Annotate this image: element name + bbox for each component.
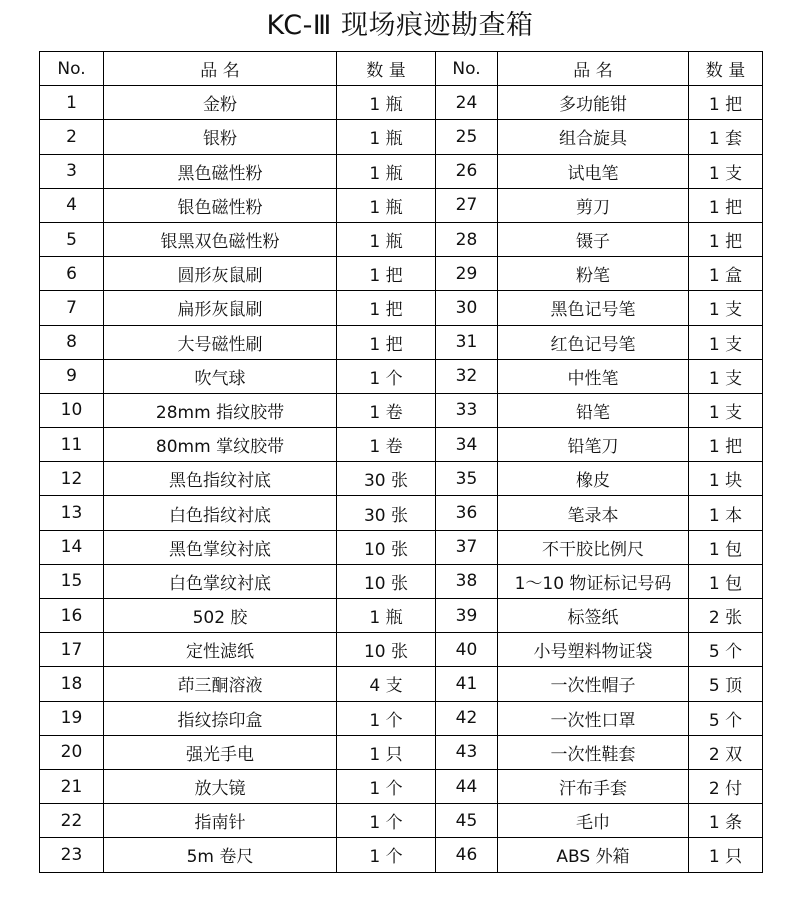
item-number-right: 46 bbox=[436, 838, 498, 872]
item-quantity-right: 2 双 bbox=[689, 735, 763, 769]
table-row bbox=[40, 86, 763, 120]
item-quantity-left: 1 个 bbox=[337, 701, 436, 735]
item-number-right: 28 bbox=[436, 222, 498, 256]
item-quantity-right: 5 个 bbox=[689, 701, 763, 735]
item-number-left: 5 bbox=[40, 222, 104, 256]
item-quantity-left: 1 瓶 bbox=[337, 86, 436, 120]
item-quantity-left: 1 卷 bbox=[337, 393, 436, 427]
item-quantity-right: 1 只 bbox=[689, 838, 763, 872]
item-quantity-left: 1 把 bbox=[337, 325, 436, 359]
item-number-left: 16 bbox=[40, 599, 104, 633]
item-name-right: 铅笔刀 bbox=[498, 428, 689, 462]
item-name-right: 试电笔 bbox=[498, 154, 689, 188]
table-row bbox=[40, 462, 763, 496]
item-quantity-right: 1 把 bbox=[689, 86, 763, 120]
item-name-right: 中性笔 bbox=[498, 359, 689, 393]
item-name-left: 银色磁性粉 bbox=[104, 188, 337, 222]
item-name-left: 扁形灰鼠刷 bbox=[104, 291, 337, 325]
item-quantity-right: 1 把 bbox=[689, 428, 763, 462]
header-no-right: No. bbox=[436, 52, 498, 86]
item-name-left: 银黑双色磁性粉 bbox=[104, 222, 337, 256]
item-name-right: 毛巾 bbox=[498, 804, 689, 838]
header-name-right: 品 名 bbox=[498, 52, 689, 86]
table-row bbox=[40, 735, 763, 769]
item-name-left: 定性滤纸 bbox=[104, 633, 337, 667]
item-number-left: 12 bbox=[40, 462, 104, 496]
item-quantity-left: 1 瓶 bbox=[337, 188, 436, 222]
item-quantity-right: 5 顶 bbox=[689, 667, 763, 701]
item-name-right: 剪刀 bbox=[498, 188, 689, 222]
item-quantity-left: 30 张 bbox=[337, 496, 436, 530]
item-number-right: 38 bbox=[436, 564, 498, 598]
item-name-left: 指南针 bbox=[104, 804, 337, 838]
item-quantity-left: 1 个 bbox=[337, 359, 436, 393]
table-row bbox=[40, 667, 763, 701]
item-name-left: 茚三酮溶液 bbox=[104, 667, 337, 701]
table-header-row bbox=[40, 52, 763, 86]
item-number-right: 29 bbox=[436, 257, 498, 291]
table-row bbox=[40, 838, 763, 872]
table-row bbox=[40, 291, 763, 325]
item-quantity-left: 1 把 bbox=[337, 257, 436, 291]
item-quantity-left: 10 张 bbox=[337, 633, 436, 667]
item-name-right: 汗布手套 bbox=[498, 769, 689, 803]
item-number-left: 21 bbox=[40, 769, 104, 803]
item-name-right: 多功能钳 bbox=[498, 86, 689, 120]
item-name-left: 金粉 bbox=[104, 86, 337, 120]
item-quantity-left: 1 只 bbox=[337, 735, 436, 769]
item-name-left: 黑色指纹衬底 bbox=[104, 462, 337, 496]
item-quantity-left: 10 张 bbox=[337, 564, 436, 598]
item-number-left: 1 bbox=[40, 86, 104, 120]
item-number-left: 3 bbox=[40, 154, 104, 188]
item-quantity-left: 1 瓶 bbox=[337, 599, 436, 633]
item-name-right: 橡皮 bbox=[498, 462, 689, 496]
item-quantity-right: 1 支 bbox=[689, 359, 763, 393]
item-number-right: 24 bbox=[436, 86, 498, 120]
item-number-left: 7 bbox=[40, 291, 104, 325]
item-number-right: 42 bbox=[436, 701, 498, 735]
table-row bbox=[40, 154, 763, 188]
item-quantity-left: 1 瓶 bbox=[337, 120, 436, 154]
item-number-left: 8 bbox=[40, 325, 104, 359]
item-number-left: 19 bbox=[40, 701, 104, 735]
table-row bbox=[40, 393, 763, 427]
header-qty-right: 数 量 bbox=[689, 52, 763, 86]
item-number-right: 35 bbox=[436, 462, 498, 496]
item-quantity-left: 10 张 bbox=[337, 530, 436, 564]
header-qty-left: 数 量 bbox=[337, 52, 436, 86]
item-name-right: 一次性口罩 bbox=[498, 701, 689, 735]
table-row bbox=[40, 633, 763, 667]
item-number-right: 36 bbox=[436, 496, 498, 530]
item-name-right: ABS 外箱 bbox=[498, 838, 689, 872]
item-number-right: 25 bbox=[436, 120, 498, 154]
item-number-left: 11 bbox=[40, 428, 104, 462]
item-quantity-left: 4 支 bbox=[337, 667, 436, 701]
item-name-right: 镊子 bbox=[498, 222, 689, 256]
item-number-right: 44 bbox=[436, 769, 498, 803]
item-number-left: 18 bbox=[40, 667, 104, 701]
item-quantity-right: 1 支 bbox=[689, 393, 763, 427]
item-number-right: 39 bbox=[436, 599, 498, 633]
item-number-left: 23 bbox=[40, 838, 104, 872]
table-row bbox=[40, 188, 763, 222]
item-name-left: 白色掌纹衬底 bbox=[104, 564, 337, 598]
item-number-right: 30 bbox=[436, 291, 498, 325]
table-row bbox=[40, 359, 763, 393]
item-quantity-right: 1 条 bbox=[689, 804, 763, 838]
item-number-left: 4 bbox=[40, 188, 104, 222]
item-quantity-right: 1 支 bbox=[689, 291, 763, 325]
header-name-left: 品 名 bbox=[104, 52, 337, 86]
item-quantity-right: 1 本 bbox=[689, 496, 763, 530]
item-number-left: 13 bbox=[40, 496, 104, 530]
item-quantity-left: 1 个 bbox=[337, 769, 436, 803]
item-name-right: 红色记号笔 bbox=[498, 325, 689, 359]
item-name-left: 5m 卷尺 bbox=[104, 838, 337, 872]
item-quantity-left: 30 张 bbox=[337, 462, 436, 496]
item-name-right: 黑色记号笔 bbox=[498, 291, 689, 325]
item-name-left: 圆形灰鼠刷 bbox=[104, 257, 337, 291]
table-row bbox=[40, 564, 763, 598]
item-name-right: 一次性鞋套 bbox=[498, 735, 689, 769]
item-name-left: 黑色掌纹衬底 bbox=[104, 530, 337, 564]
item-quantity-right: 5 个 bbox=[689, 633, 763, 667]
item-number-right: 32 bbox=[436, 359, 498, 393]
item-quantity-right: 1 块 bbox=[689, 462, 763, 496]
table-row bbox=[40, 222, 763, 256]
item-quantity-left: 1 瓶 bbox=[337, 222, 436, 256]
item-quantity-right: 1 包 bbox=[689, 564, 763, 598]
item-quantity-right: 2 付 bbox=[689, 769, 763, 803]
item-name-left: 28mm 指纹胶带 bbox=[104, 393, 337, 427]
item-name-right: 标签纸 bbox=[498, 599, 689, 633]
item-name-right: 1～10 物证标记号码 bbox=[498, 564, 689, 598]
page-title: KC-Ⅲ 现场痕迹勘查箱 bbox=[266, 10, 534, 41]
item-name-left: 放大镜 bbox=[104, 769, 337, 803]
item-quantity-left: 1 瓶 bbox=[337, 154, 436, 188]
table-row bbox=[40, 496, 763, 530]
item-name-left: 指纹捺印盒 bbox=[104, 701, 337, 735]
table-row bbox=[40, 428, 763, 462]
table-row bbox=[40, 701, 763, 735]
item-quantity-left: 1 卷 bbox=[337, 428, 436, 462]
table-body bbox=[40, 86, 763, 872]
item-name-right: 一次性帽子 bbox=[498, 667, 689, 701]
item-quantity-right: 1 盒 bbox=[689, 257, 763, 291]
item-number-right: 43 bbox=[436, 735, 498, 769]
item-number-left: 9 bbox=[40, 359, 104, 393]
inventory-table bbox=[39, 51, 763, 873]
item-quantity-right: 1 把 bbox=[689, 222, 763, 256]
item-name-left: 银粉 bbox=[104, 120, 337, 154]
table-row bbox=[40, 804, 763, 838]
item-number-left: 15 bbox=[40, 564, 104, 598]
item-name-left: 吹气球 bbox=[104, 359, 337, 393]
item-number-right: 37 bbox=[436, 530, 498, 564]
item-number-left: 6 bbox=[40, 257, 104, 291]
item-quantity-left: 1 个 bbox=[337, 838, 436, 872]
table-row bbox=[40, 530, 763, 564]
item-quantity-right: 1 支 bbox=[689, 154, 763, 188]
item-quantity-right: 2 张 bbox=[689, 599, 763, 633]
item-number-right: 45 bbox=[436, 804, 498, 838]
item-number-right: 31 bbox=[436, 325, 498, 359]
item-number-right: 41 bbox=[436, 667, 498, 701]
table-row bbox=[40, 325, 763, 359]
item-number-right: 34 bbox=[436, 428, 498, 462]
item-number-left: 20 bbox=[40, 735, 104, 769]
item-name-left: 黑色磁性粉 bbox=[104, 154, 337, 188]
header-no-left: No. bbox=[40, 52, 104, 86]
item-name-left: 80mm 掌纹胶带 bbox=[104, 428, 337, 462]
item-name-right: 笔录本 bbox=[498, 496, 689, 530]
item-name-right: 不干胶比例尺 bbox=[498, 530, 689, 564]
item-number-left: 17 bbox=[40, 633, 104, 667]
item-number-left: 2 bbox=[40, 120, 104, 154]
item-name-right: 粉笔 bbox=[498, 257, 689, 291]
table-row bbox=[40, 769, 763, 803]
item-name-left: 502 胶 bbox=[104, 599, 337, 633]
item-number-right: 33 bbox=[436, 393, 498, 427]
item-name-left: 强光手电 bbox=[104, 735, 337, 769]
item-quantity-right: 1 套 bbox=[689, 120, 763, 154]
item-quantity-right: 1 支 bbox=[689, 325, 763, 359]
table-row bbox=[40, 599, 763, 633]
table-row bbox=[40, 120, 763, 154]
item-number-left: 14 bbox=[40, 530, 104, 564]
item-number-right: 40 bbox=[436, 633, 498, 667]
item-quantity-right: 1 包 bbox=[689, 530, 763, 564]
item-quantity-left: 1 个 bbox=[337, 804, 436, 838]
item-number-left: 22 bbox=[40, 804, 104, 838]
item-number-left: 10 bbox=[40, 393, 104, 427]
item-name-right: 小号塑料物证袋 bbox=[498, 633, 689, 667]
item-number-right: 27 bbox=[436, 188, 498, 222]
table-row bbox=[40, 257, 763, 291]
item-name-left: 白色指纹衬底 bbox=[104, 496, 337, 530]
item-quantity-left: 1 把 bbox=[337, 291, 436, 325]
item-name-right: 铅笔 bbox=[498, 393, 689, 427]
item-quantity-right: 1 把 bbox=[689, 188, 763, 222]
item-name-right: 组合旋具 bbox=[498, 120, 689, 154]
item-number-right: 26 bbox=[436, 154, 498, 188]
item-name-left: 大号磁性刷 bbox=[104, 325, 337, 359]
